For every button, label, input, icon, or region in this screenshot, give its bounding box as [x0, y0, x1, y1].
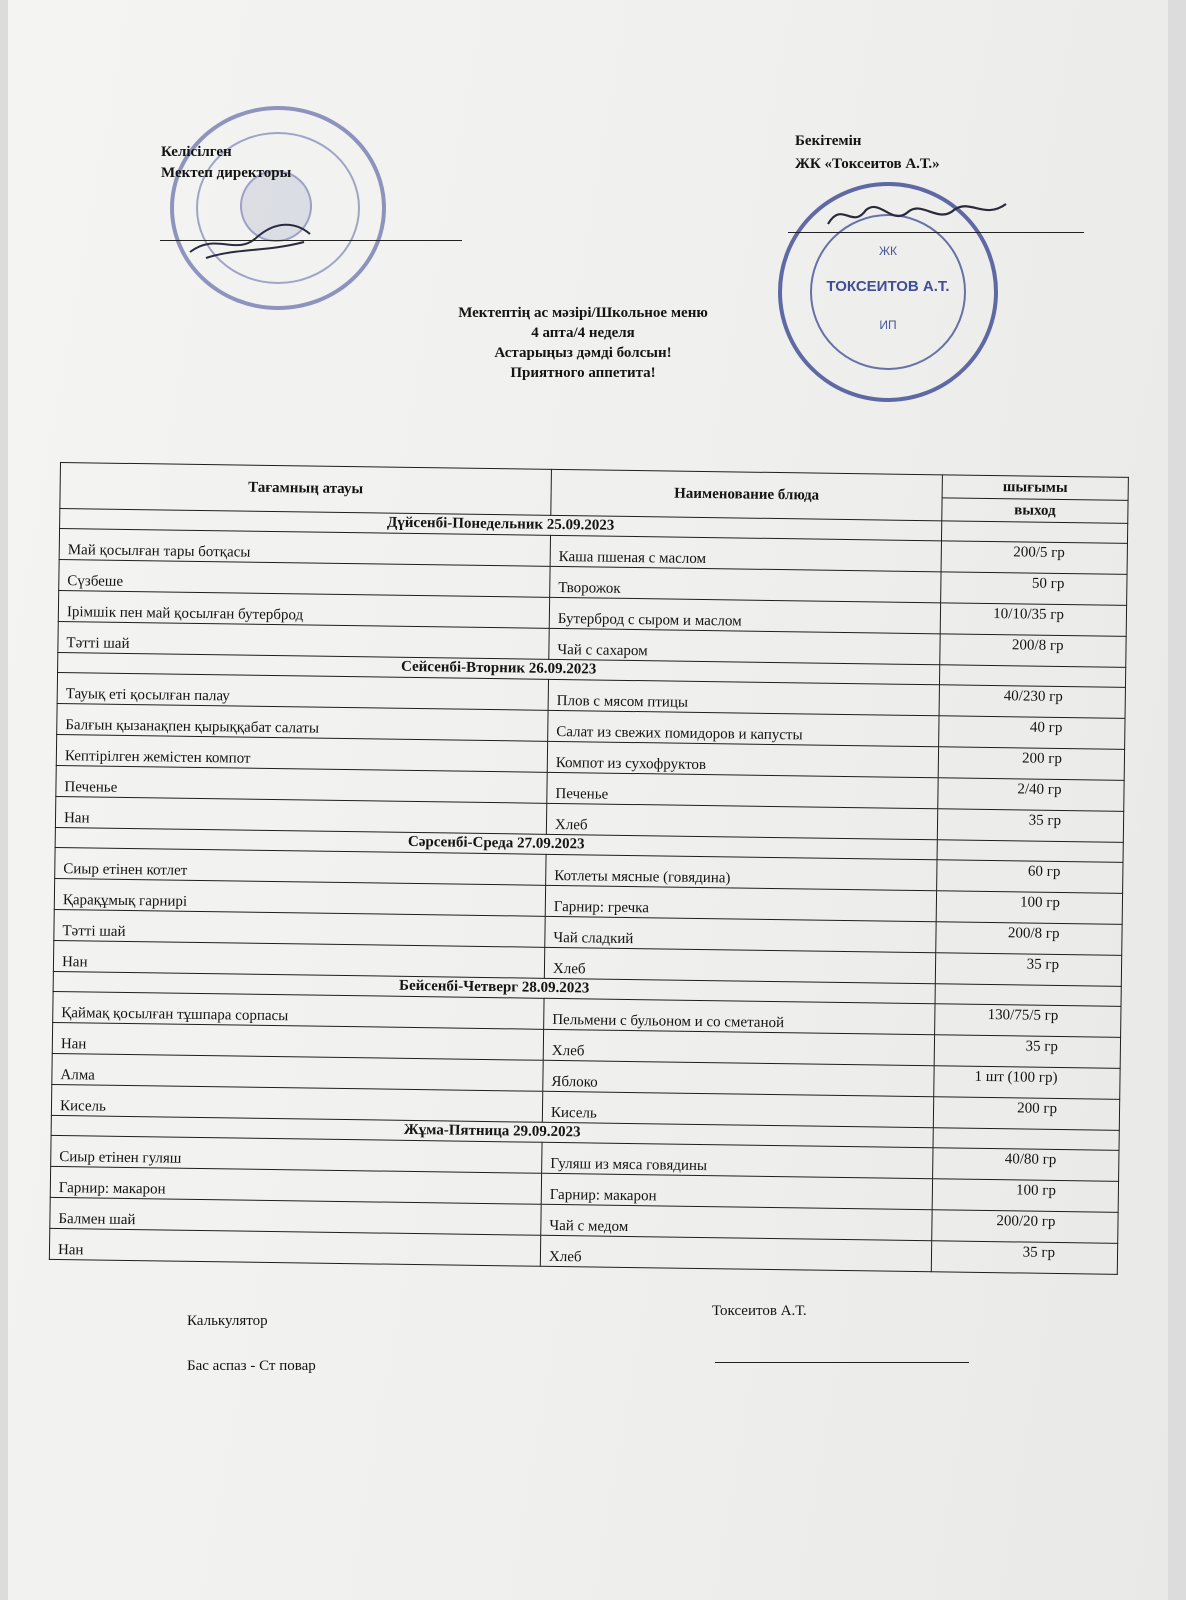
dish-ru: Кисель	[542, 1091, 933, 1127]
dish-output: 35 гр	[937, 809, 1123, 843]
heading-line-3: Астарыңыз дәмді болсын!	[494, 345, 672, 361]
dish-kz: Гарнир: макарон	[50, 1166, 541, 1204]
day-out-cell	[939, 665, 1125, 688]
dish-ru: Салат из свежих помидоров и капусты	[548, 710, 939, 746]
dish-ru: Яблоко	[543, 1060, 934, 1096]
dish-ru: Компот из сухофруктов	[547, 741, 938, 777]
dish-kz: Сүзбеше	[59, 559, 550, 597]
dish-kz: Балғын қызанақпен қырыққабат салаты	[57, 703, 548, 741]
dish-output: 200/20 гр	[932, 1210, 1118, 1244]
day-name: Сәрсенбі-Среда 27.09.2023	[55, 827, 937, 859]
dish-output: 130/75/5 гр	[935, 1004, 1121, 1038]
dish-kz: Сиыр етінен гуляш	[51, 1135, 542, 1173]
dish-kz: Нан	[55, 796, 546, 834]
dish-kz: Кисель	[51, 1084, 542, 1122]
owner-signature-line	[788, 232, 1084, 233]
dish-ru: Котлеты мясные (говядина)	[546, 854, 937, 890]
document-page	[8, 0, 1168, 1600]
dish-output: 10/10/35 гр	[940, 603, 1126, 637]
heading-line-2: 4 апта/4 неделя	[531, 325, 635, 341]
dish-ru: Хлеб	[540, 1235, 931, 1271]
dish-output: 35 гр	[934, 1035, 1120, 1069]
dish-ru: Гарнир: гречка	[545, 885, 936, 921]
day-name: Жұма-Пятница 29.09.2023	[51, 1115, 933, 1147]
dish-kz: Қарақұмық гарнирі	[54, 878, 545, 916]
agreed-title: Келісілген	[161, 144, 232, 160]
day-out-cell	[941, 521, 1127, 544]
dish-kz: Алма	[52, 1053, 543, 1091]
dish-kz: Қаймақ қосылған тұшпара сорпасы	[53, 991, 544, 1029]
dish-ru: Печенье	[547, 772, 938, 808]
dish-kz: Балмен шай	[50, 1197, 541, 1235]
dish-ru: Гарнир: макарон	[541, 1173, 932, 1209]
dish-output: 200 гр	[938, 747, 1124, 781]
director-signature	[186, 212, 316, 264]
dish-kz: Тауық еті қосылған палау	[57, 672, 548, 710]
director-signature-line	[160, 240, 462, 241]
menu-table	[49, 462, 1129, 1275]
dish-output: 60 гр	[937, 860, 1123, 894]
dish-output: 40 гр	[939, 716, 1125, 750]
heading-line-4: Приятного аппетита!	[510, 365, 656, 381]
dish-ru: Пельмени с бульоном и со сметаной	[544, 998, 935, 1034]
dish-output: 35 гр	[931, 1241, 1117, 1275]
day-name: Дүйсенбі-Понедельник 25.09.2023	[60, 509, 942, 541]
col-header-ru: Наименование блюда	[551, 469, 943, 520]
dish-ru: Чай с сахаром	[549, 628, 940, 664]
seal-name-text: ТОКСЕИТОВ А.Т.	[826, 278, 950, 295]
calculator-label: Калькулятор	[187, 1313, 268, 1329]
day-out-cell	[937, 840, 1123, 863]
dish-output: 1 шт (100 гр)	[934, 1066, 1120, 1100]
dish-kz: Нан	[53, 940, 544, 978]
dish-kz: Тәтті шай	[54, 909, 545, 947]
dish-kz: Кептірілген жемістен компот	[56, 734, 547, 772]
dish-ru: Хлеб	[543, 1029, 934, 1065]
dish-output: 35 гр	[935, 953, 1121, 987]
col-header-kz: Тағамның атауы	[60, 463, 552, 516]
dish-output: 200/8 гр	[936, 922, 1122, 956]
dish-kz: Печенье	[56, 765, 547, 803]
dish-ru: Чай сладкий	[545, 916, 936, 952]
chef-label: Бас аспаз - Ст повар	[187, 1358, 316, 1374]
school-seal	[170, 106, 386, 310]
approved-org: ЖК «Токсеитов А.Т.»	[795, 156, 940, 172]
dish-kz: Сиыр етінен котлет	[55, 847, 546, 885]
dish-ru: Гуляш из мяса говядины	[542, 1142, 933, 1178]
menu-heading	[408, 303, 758, 383]
day-name: Бейсенбі-Четверг 28.09.2023	[53, 971, 935, 1003]
approved-title: Бекітемін	[795, 133, 862, 149]
dish-kz: Нан	[52, 1022, 543, 1060]
dish-output: 40/80 гр	[933, 1148, 1119, 1182]
dish-output: 40/230 гр	[939, 685, 1125, 719]
col-header-out-kz: шығымы	[942, 475, 1128, 501]
heading-line-1: Мектептің ас мәзірі/Школьное меню	[458, 305, 708, 321]
dish-output: 200/8 гр	[940, 634, 1126, 668]
signer-signature-line	[715, 1362, 969, 1363]
agreed-block	[161, 142, 291, 184]
dish-ru: Хлеб	[544, 947, 935, 983]
dish-ru: Хлеб	[546, 803, 937, 839]
dish-ru: Чай с медом	[541, 1204, 932, 1240]
dish-ru: Бутерброд с сыром и маслом	[549, 597, 940, 633]
seal-top-text: ЖК	[878, 244, 898, 258]
table-header-row	[60, 463, 1128, 501]
dish-output: 50 гр	[941, 572, 1127, 606]
dish-kz: Нан	[49, 1228, 540, 1266]
dish-ru: Плов с мясом птицы	[548, 679, 939, 715]
day-out-cell	[935, 984, 1121, 1007]
seal-bottom-text: ИП	[879, 318, 897, 332]
dish-output: 100 гр	[936, 891, 1122, 925]
col-header-out-ru: выход	[942, 498, 1128, 524]
dish-output: 200/5 гр	[941, 541, 1127, 575]
agreed-role: Мектеп директоры	[161, 165, 292, 181]
dish-output: 2/40 гр	[938, 778, 1124, 812]
dish-ru: Творожок	[550, 566, 941, 602]
day-name: Сейсенбі-Вторник 26.09.2023	[58, 652, 940, 684]
dish-output: 100 гр	[932, 1179, 1118, 1213]
dish-output: 200 гр	[933, 1097, 1119, 1131]
dish-kz: Тәтті шай	[58, 621, 549, 659]
dish-ru: Каша пшеная с маслом	[550, 535, 941, 571]
day-out-cell	[933, 1128, 1119, 1151]
signer-name: Токсеитов А.Т.	[712, 1303, 807, 1319]
dish-kz: Май қосылған тары ботқасы	[59, 529, 550, 567]
dish-kz: Ірімшік пен май қосылған бутерброд	[58, 590, 549, 628]
approved-block	[795, 130, 940, 176]
